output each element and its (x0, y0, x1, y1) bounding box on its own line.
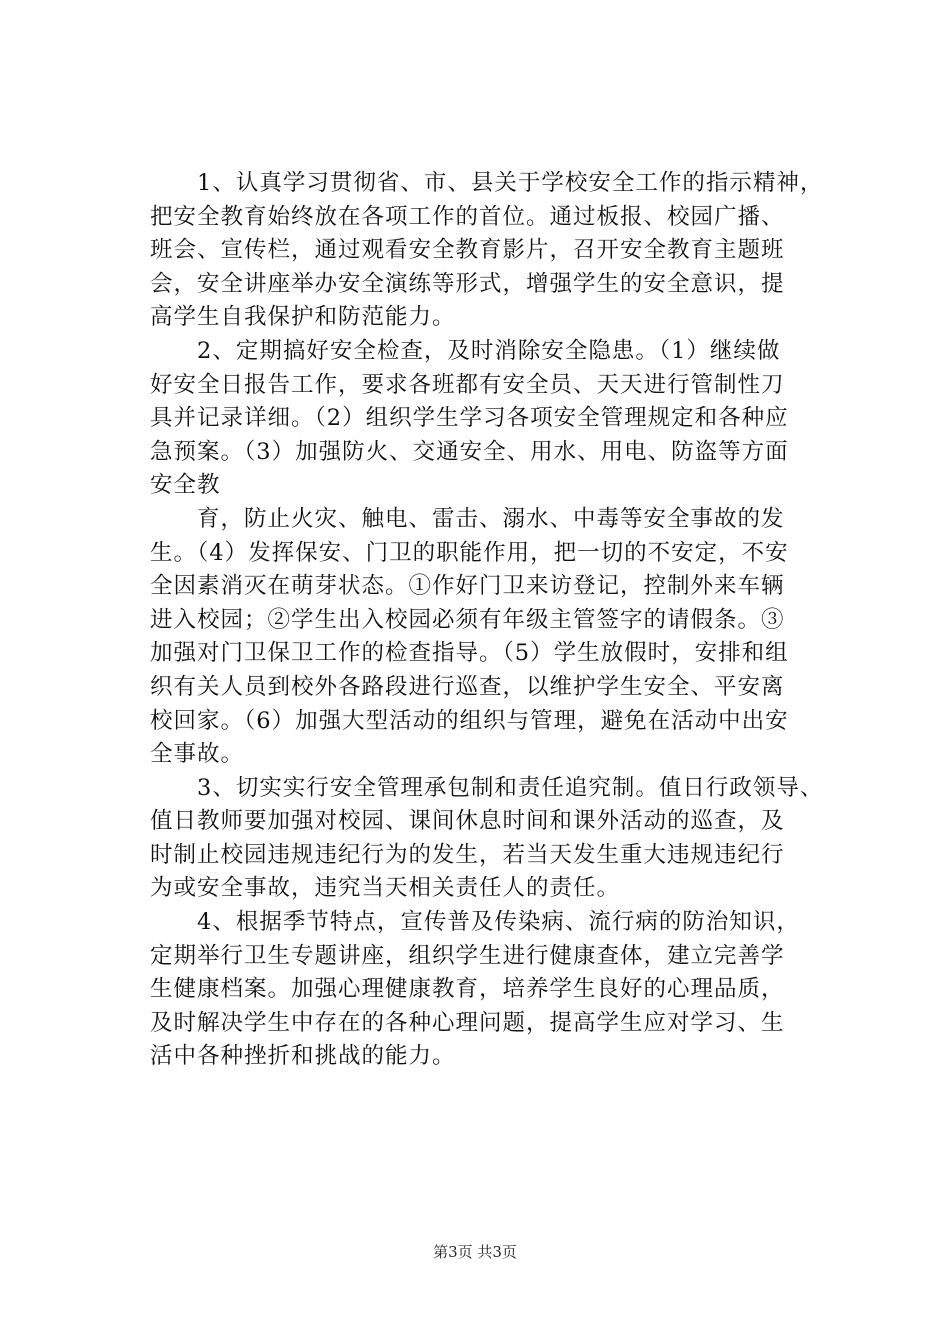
page-number-footer: 第3页 共3页 (433, 1243, 517, 1261)
text-line: 全因素消灭在萌芽状态。①作好门卫来访登记，控制外来车辆 (150, 573, 785, 600)
text-line: 3、切实实行安全管理承包制和责任追究制。值日行政领导、 (150, 774, 824, 801)
text-line: 校回家。（6）加强大型活动的组织与管理，避免在活动中出安 (150, 707, 789, 734)
text-line: 高学生自我保护和防范能力。 (150, 304, 456, 331)
text-line: 好安全日报告工作，要求各班都有安全员、天天进行管制性刀 (150, 371, 785, 398)
text-line: 会，安全讲座举办安全演练等形式，增强学生的安全意识，提 (150, 270, 785, 297)
text-line: 4、根据季节特点，宣传普及传染病、流行病的防治知识， (150, 909, 800, 936)
text-line: 2、定期搞好安全检查，及时消除安全隐患。（1）继续做 (150, 337, 781, 364)
text-line: 及时解决学生中存在的各种心理问题，提高学生应对学习、生 (150, 1009, 785, 1036)
text-line: 织有关人员到校外各路段进行巡查，以维护学生安全、平安离 (150, 673, 785, 700)
text-line: 生。（4）发挥保安、门卫的职能作用，把一切的不安定，不安 (150, 539, 789, 566)
text-line: 班会、宣传栏，通过观看安全教育影片，召开安全教育主题班 (150, 237, 785, 264)
text-line: 时制止校园违规违纪行为的发生，若当天发生重大违规违纪行 (150, 841, 785, 868)
text-line: 安全教 (150, 472, 221, 499)
text-line: 加强对门卫保卫工作的检查指导。（5）学生放假时，安排和组 (150, 640, 789, 667)
text-line: 全事故。 (150, 741, 245, 768)
text-line: 活中各种挫折和挑战的能力。 (150, 1043, 456, 1070)
text-line: 把安全教育始终放在各项工作的首位。通过板报、校园广播、 (150, 203, 785, 230)
text-line: 生健康档案。加强心理健康教育，培养学生良好的心理品质， (150, 976, 785, 1003)
text-line: 1、认真学习贯彻省、市、县关于学校安全工作的指示精神， (150, 170, 824, 196)
text-line: 为或安全事故，违究当天相关责任人的责任。 (150, 875, 621, 902)
document-body (150, 167, 840, 1074)
text-line: 具并记录详细。（2）组织学生学习各项安全管理规定和各种应 (150, 405, 789, 432)
text-line: 急预案。（3）加强防火、交通安全、用水、用电、防盗等方面 (150, 438, 789, 465)
text-line: 值日教师要加强对校园、课间休息时间和课外活动的巡查，及 (150, 808, 785, 835)
text-line: 进入校园；②学生出入校园必须有年级主管签字的请假条。③ (150, 606, 785, 633)
text-line: 定期举行卫生专题讲座，组织学生进行健康查体，建立完善学 (150, 942, 785, 969)
text-line: 育，防止火灾、触电、雷击、溺水、中毒等安全事故的发 (150, 505, 785, 532)
